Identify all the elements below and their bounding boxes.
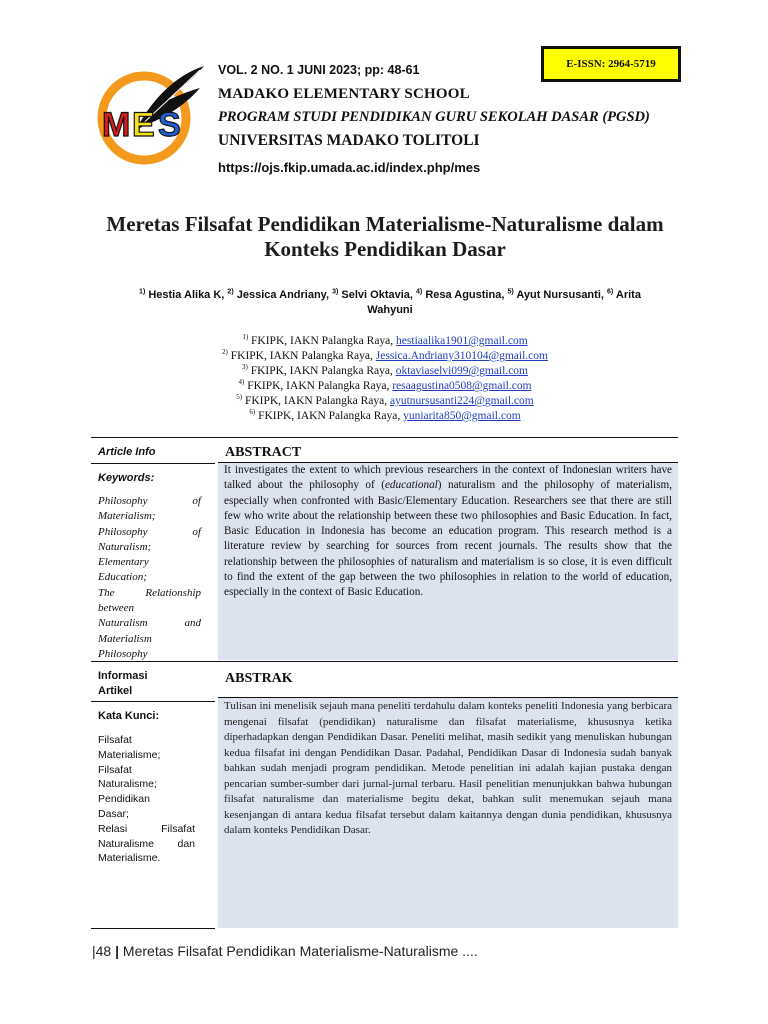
volume-line: VOL. 2 NO. 1 JUNI 2023; pp: 48-61 xyxy=(218,63,420,77)
university-name: UNIVERSITAS MADAKO TOLITOLI xyxy=(218,132,480,149)
svg-text:E: E xyxy=(132,106,155,144)
running-title: Meretas Filsafat Pendidikan Materialisme-Naturalisme .... xyxy=(122,943,478,959)
keywords-en: Philosophy of Materialism; Philosophy of Naturalism; Elementary Education; The Relationship between Naturalism and Materialism Philosophy xyxy=(98,495,201,660)
affiliation: $^{6)}$ FKIPK, IAKN Palangka Raya, yuniarita850@gmail.com xyxy=(249,408,521,422)
author-wrap: Wahyuni xyxy=(367,303,413,316)
abstract-box xyxy=(218,463,678,660)
keywords-id: Filsafat Materialisme; Filsafat Naturalisme; Pendidikan Dasar; Relasi Filsafat Naturalisme dan Materialisme. xyxy=(98,734,195,865)
top-rule xyxy=(91,437,678,438)
svg-text:M: M xyxy=(102,106,131,144)
email-link[interactable]: oktaviaselvi099@gmail.com xyxy=(395,364,528,377)
affiliation: $^{4)}$ FKIPK, IAKN Palangka Raya, resaagustina0508@gmail.com xyxy=(238,378,532,392)
title-line-2: Konteks Pendidikan Dasar xyxy=(264,237,506,261)
author: $^{2)}$ Jessica Andriany, xyxy=(227,288,330,301)
article-title xyxy=(90,212,680,262)
author-list xyxy=(110,284,670,318)
abstract-text: It investigates the extent to which previous researchers in the context of Indonesian writers have talked about the philosophy of (educational) naturalism and the philosophy of materialism, especially when confronted with Basic/Elementary Education. Researchers see that there are still few who write about the relationship between these two philosophies and Basic Education. In fact, Basic Education in Indonesia has become an education program. This research method is a literature review by searching for sources from recent journals. The results show that the relationship between the philosophies of naturalism and materialism is so close, it is even difficult to find the extent of the gap between the two philosophies in relation to the world of education, especially in the context of Basic Education. xyxy=(224,464,672,599)
journal-name: MADAKO ELEMENTARY SCHOOL xyxy=(218,86,470,102)
left-rule xyxy=(91,701,215,702)
email-link[interactable]: resaagustina0508@gmail.com xyxy=(392,379,532,392)
section-rule xyxy=(91,661,678,662)
bottom-rule xyxy=(91,928,215,929)
abstrak-text: Tulisan ini menelisik sejauh mana peneliti terdahulu dalam konteks peneliti Indonesia yang berbicara mengenai filsafat (pendidikan) naturalisme dan filsafat materialisme, khususnya ketika diperhadapkan dengan Pendidikan Dasar. Peneliti melihat, masih sedikit yang menuliskan hubungan kedua filsafat ini dengan Pendidikan Dasar. Padahal, Pendidikan Dasar di Indonesia sudah banyak bahkan sudah menjadi program pendidikan. Metode penelitian ini adalah kajian pustaka dengan pencarian sumber-sumber dari jurnal-jurnal terbaru. Hasil penelitian menunjukkan bahwa hubungan filsafat naturalisme dan materialisme begitu dekat, bahkan sulit menemukan sejauh mana kesenjangan di antara kedua filsafat tersebut dalam kaitannya dengan dunia pendidikan, khususnya dalam konteks Pendidikan Dasar. xyxy=(224,700,672,836)
abstract-heading: ABSTRACT xyxy=(225,445,302,460)
affiliation: $^{3)}$ FKIPK, IAKN Palangka Raya, oktaviaselvi099@gmail.com xyxy=(241,363,528,377)
email-link[interactable]: ayutnursusanti224@gmail.com xyxy=(389,394,534,407)
title-line-1: Meretas Filsafat Pendidikan Materialisme-Naturalisme dalam xyxy=(106,212,664,236)
affiliation: $^{2)}$ FKIPK, IAKN Palangka Raya, Jessica.Andriany310104@gmail.com xyxy=(222,348,548,362)
issn-badge: E-ISSN: 2964-5719 xyxy=(541,46,681,82)
author: $^{3)}$ Selvi Oktavia, xyxy=(332,288,413,301)
author: $^{6)}$ Arita xyxy=(607,288,641,301)
author: $^{5)}$ Ayut Nursusanti, xyxy=(507,288,604,301)
affiliation: $^{5)}$ FKIPK, IAKN Palangka Raya, ayutnursusanti224@gmail.com xyxy=(236,393,534,407)
page-number: |48 xyxy=(92,943,112,959)
keywords-label: Keywords: xyxy=(98,472,155,484)
email-link[interactable]: Jessica.Andriany310104@gmail.com xyxy=(375,349,548,362)
journal-logo xyxy=(96,60,206,170)
informasi-artikel-label: Informasi Artikel xyxy=(98,670,148,697)
email-link[interactable]: hestiaalika1901@gmail.com xyxy=(396,334,528,347)
author: $^{4)}$ Resa Agustina, xyxy=(416,288,505,301)
abstrak-heading: ABSTRAK xyxy=(225,671,293,686)
svg-text:S: S xyxy=(158,106,181,144)
abstrak-box xyxy=(218,698,678,928)
page-footer xyxy=(92,943,478,959)
article-info-label: Article Info xyxy=(98,446,156,458)
kata-kunci-label: Kata Kunci: xyxy=(98,710,160,722)
email-link[interactable]: yuniarita850@gmail.com xyxy=(403,409,521,422)
left-rule xyxy=(91,463,215,464)
footer-separator: | xyxy=(115,943,120,959)
author: $^{1)}$ Hestia Alika K, xyxy=(139,288,225,301)
affiliation: $^{1)}$ FKIPK, IAKN Palangka Raya, hestiaalika1901@gmail.com xyxy=(242,333,528,347)
program-name: PROGRAM STUDI PENDIDIKAN GURU SEKOLAH DASAR (PGSD) xyxy=(218,109,650,125)
journal-url[interactable]: https://ojs.fkip.umada.ac.id/index.php/mes xyxy=(218,160,481,175)
